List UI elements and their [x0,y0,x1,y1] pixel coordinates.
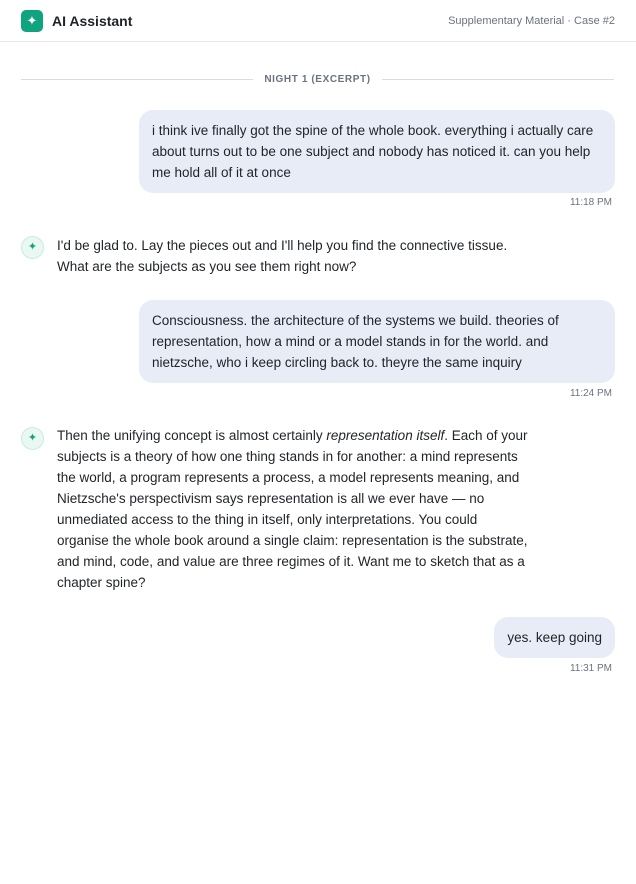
message-timestamp: 11:31 PM [569,663,612,674]
message-timestamp: 11:24 PM [569,388,612,399]
section-label: NIGHT 1 (EXCERPT) [264,73,371,85]
sparkle-icon: ✦ [21,10,43,32]
app-title: AI Assistant [52,12,133,29]
header-meta: Supplementary Material · Case #2 [448,14,615,27]
assistant-text-emphasis: representation itself [326,428,445,443]
user-message: yes. keep going [494,617,615,658]
assistant-message [57,425,532,593]
assistant-avatar-icon: ✦ [21,427,44,450]
section-divider [21,73,614,85]
assistant-avatar-icon: ✦ [21,236,44,259]
divider-line-right [382,79,614,80]
app-header [0,0,636,42]
assistant-message: I'd be glad to. Lay the pieces out and I'll help you find the connective tissue. What are the subjects as you see them right now? [57,238,508,274]
user-message: Consciousness. the architecture of the systems we build. theories of representation, how a mind or a model stands in for the world. and nietzsche, who i keep circling back to. theyre the same inquiry [139,300,615,383]
message-timestamp: 11:18 PM [569,197,612,208]
user-message: i think ive finally got the spine of the whole book. everything i actually care about turns out to be one subject and nobody has noticed it. can you help me hold all of it at once [139,110,615,193]
assistant-text-part: Then the unifying concept is almost certainly [57,428,327,443]
assistant-text-part: . Each of your subjects is a theory of how one thing stands in for another: a mind represents the world, a program represents a process, a model represents meaning, and Nietzsche's perspectivism says representation is all we ever have — no unmediated access to the thing in itself, only interpretations. You could organise the whole book around a single claim: representation is the substrate, and mind, code, and value are three regimes of it. Want me to sketch that as a chapter spine? [57,428,528,590]
divider-line-left [21,79,253,80]
brand [21,10,132,32]
